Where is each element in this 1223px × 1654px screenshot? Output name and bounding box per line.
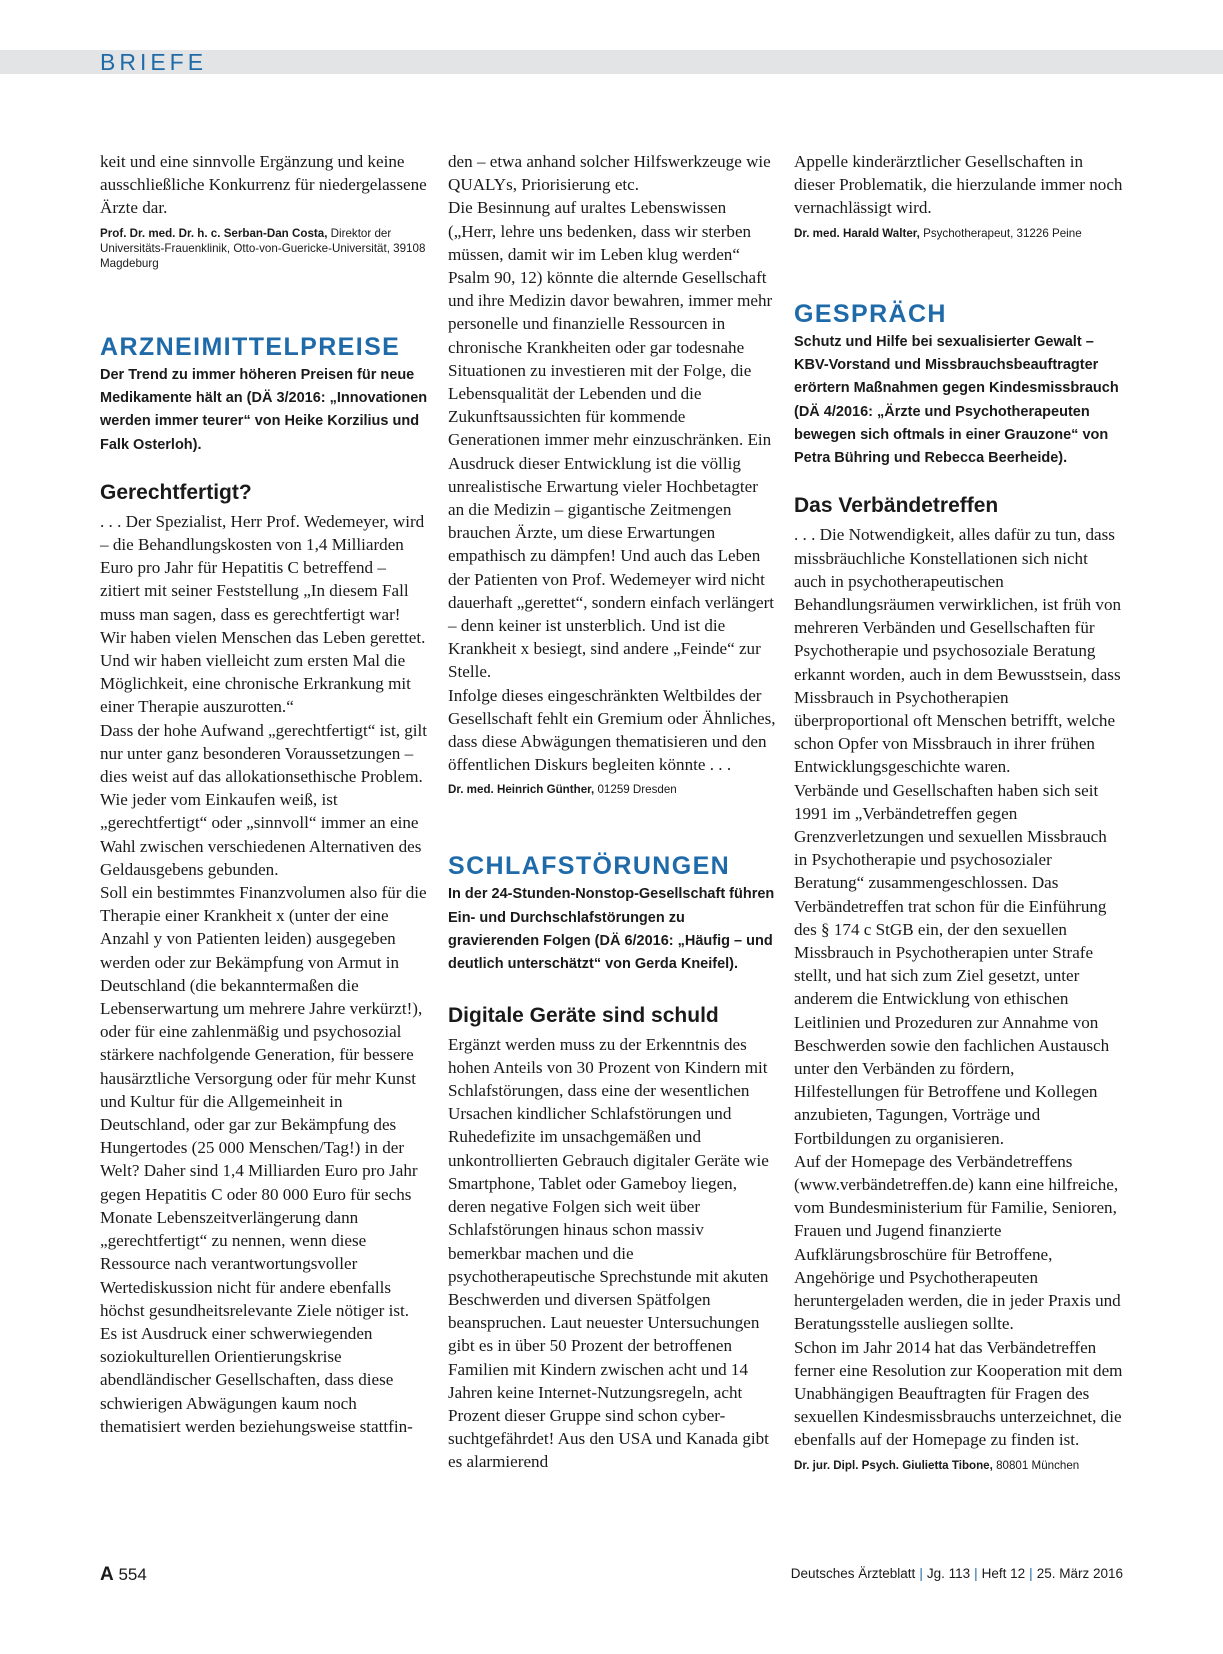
signature-detail: 80801 München <box>992 1458 1080 1472</box>
journal-name: Deutsches Ärzteblatt <box>790 1566 916 1581</box>
topic-heading: SCHLAFSTÖRUNGEN <box>448 852 731 881</box>
paragraph: . . . Der Spezialist, Herr Prof. Wedemeyer, wird – die Behandlungskosten von 1,4 Milliarden Euro pro Jahr für Hepatitis C betreffend – zitiert mit seiner Feststellung „In diesem Fall muss man sagen, dass es gerechtfertigt war! Wir haben vielen Menschen das Leben gerettet. Und wir haben vielleicht zum ersten Mal die Möglichkeit, eine chronische Erkrankung mit einer Therapie auszurotten.“ <box>100 511 426 717</box>
letter-continuation-text: Appelle kinderärztlicher Gesellschaften in dieser Problematik, die hierzulande immer noch vernachlässigt wird. <box>794 152 1123 218</box>
page-number-value: 554 <box>118 1565 147 1584</box>
column-1 <box>100 150 430 1438</box>
topic-heading: GESPRÄCH <box>794 299 947 328</box>
signature-name: Dr. jur. Dipl. Psych. Giulietta Tibone, <box>794 1458 993 1472</box>
section-label: BRIEFE <box>100 49 208 75</box>
signature-name: Dr. med. Heinrich Günther, <box>448 783 595 797</box>
separator: | <box>919 1566 923 1581</box>
signature-name: Dr. med. Harald Walter, <box>794 226 920 240</box>
page-prefix: A <box>100 1564 114 1585</box>
signature-detail: 01259 Dresden <box>594 783 677 797</box>
paragraph: Soll ein bestimmtes Finanzvolumen also für die Therapie einer Krankheit x (unter der eine Anzahl y von Patienten leiden) ausgegeben werden oder zur Bekämpfung von Armut in Deutschland (die bekanntermaßen die Lebenserwartung um mehrere Jahre verkürzt!), oder für eine zahlenmäßig und psychosozial stärkere nachfolgende Generation, für bessere hausärztliche Versorgung oder für mehr Kunst und Kultur für die Allgemeinheit in Deutschland, oder gar zur Bekämpfung des Hungertodes (25 000 Menschen/Tag!) in der Welt? Daher sind 1,4 Milliarden Euro pro Jahr gegen Hepatitis C oder 80 000 Euro für sechs Monate Lebenszeitverlängerung dann „gerechtfertigt“ zu nennen, wenn diese Ressource nach verantwortungsvoller Wertediskussion nicht für andere ebenfalls höchst gesundheitsrelevante Ziele nötiger ist. <box>100 883 427 1320</box>
paragraph: Ergänzt werden muss zu der Erkenntnis des hohen Anteils von 30 Prozent von Kindern mit Schlafstörungen, dass eine der wesentlichen Ursachen kindlicher Schlafstörungen und Ruhedefizite im unsachgemäßen und unkontrollierten Gebrauch digitaler Geräte wie Smartphone, Tablet oder Gameboy liegen, deren negative Folgen sich weit über Schlafstörungen hinaus schon massiv bemerkbar machen und die psychotherapeutische Sprechstunde mit akuten Beschwerden und diversen Spätfolgen beanspruchen. Laut neuester Untersuchungen gibt es in über 50 Prozent der betroffenen Familien mit Kindern zwischen acht und 14 Jahren keine Internet-Nutzungsregeln, acht Prozent dieser Gruppe sind schon cyber-suchtgefährdet! Aus den USA und Kanada gibt es alarmierend <box>448 1034 769 1472</box>
separator: | <box>1029 1566 1033 1581</box>
paragraph: Verbände und Gesellschaften haben sich seit 1991 im „Verbändetreffen gegen Grenzverletzungen und sexuellen Missbrauch in Psychotherapie und psychosozialer Beratung“ zusammengeschlossen. Das Verbändetreffen trat schon für die Einführung des § 174 c StGB ein, der den sexuellen Missbrauch in Psychotherapien unter Strafe stellt, und hat sich zum Ziel gesetzt, unter anderem die Entwicklung von ethischen Leitlinien und Prozeduren zur Annahme von Beschwerden sowie den fachlichen Austausch unter den Verbänden zu fördern, Hilfestellungen für Betroffene und Kollegen anzubieten, Tagungen, Vorträge und Fortbildungen zu organisieren. <box>794 780 1110 1148</box>
article-reference: Der Trend zu immer höheren Preisen für neue Medikamente hält an (DÄ 3/2016: „Innovationen werden immer teurer“ von Heike Korzilius und Falk Osterloh). <box>100 366 428 453</box>
paragraph: . . . Die Notwendigkeit, alles dafür zu tun, dass missbräuchliche Konstellationen sich nicht auch in psychotherapeutischen Behandlungsräumen verwirklichen, ist früh von mehreren Verbänden und Gesellschaften für Psychotherapie und psychosoziale Beratung erkannt worden, auch in dem Bewusstsein, dass Missbrauch in Psychotherapien überproportional oft Menschen betrifft, welche schon Opfer von Missbrauch in ihrer frühen Entwicklungsgeschichte waren. <box>794 525 1122 777</box>
signature-name: Prof. Dr. med. Dr. h. c. Serban-Dan Costa, <box>100 226 328 240</box>
letter-title: Das Verbändetreffen <box>794 494 999 518</box>
topic-heading: ARZNEIMITTELPREISE <box>100 332 401 361</box>
journal-volume: Jg. 113 <box>926 1566 971 1581</box>
journal-info <box>791 1566 1123 1581</box>
paragraph: Die Besinnung auf uraltes Lebenswissen („Herr, lehre uns bedenken, dass wir sterben müssen, damit wir im Leben klug werden“ Psalm 90, 12) könnte die alternde Gesellschaft und ihre Medizin davor bewahren, immer mehr personelle und finanzielle Ressourcen in chronische Krankheiten oder gar todesnahe Situationen zu investieren mit der Folge, die Lebensqualität der Lebenden und die Zukunftsaussichten für kommende Generationen immer mehr einzuschränken. Ein Ausdruck dieser Entwicklung ist die völlig unrealistische Erwartung vieler Hochbetagter an die Medizin – gigantische Zeitmengen brauchen Ärzte, um diese Erwartungen empathisch zu dämpfen! Und auch das Leben der Patienten von Prof. Wedemeyer wird nicht dauerhaft „gerettet“, sondern einfach verlängert – denn keiner ist unsterblich. Und ist die Krankheit x besiegt, sind andere „Feinde“ zur Stelle. <box>448 198 775 682</box>
letter-title: Digitale Geräte sind schuld <box>448 1003 719 1027</box>
article-reference: Schutz und Hilfe bei sexualisierter Gewalt – KBV-Vorstand und Missbrauchsbeauftragter erörtern Maßnahmen gegen Kindesmissbrauch (DÄ 4/2016: „Ärzte und Psychotherapeuten bewegen sich oftmals in einer Grauzone“ von Petra Bühring und Rebecca Beerheide). <box>794 333 1119 467</box>
letter-continuation-text: keit und eine sinnvolle Ergänzung und keine ausschließliche Konkurrenz für niedergelassene Ärzte dar. <box>100 152 427 218</box>
paragraph: den – etwa anhand solcher Hilfswerkzeuge wie QUALYs, Priorisierung etc. <box>448 152 771 195</box>
separator: | <box>974 1566 978 1581</box>
signature <box>794 1458 1124 1473</box>
paragraph: Dass der hohe Aufwand „gerechtfertigt“ ist, gilt nur unter ganz besonderen Voraussetzungen – dies weist auf das allokationsethische Problem. Wie jeder vom Einkaufen weiß, ist „gerechtfertigt“ oder „sinnvoll“ immer an eine Wahl zwischen verschiedenen Alternativen des Geldausgebens gebunden. <box>100 720 428 879</box>
signature-detail: Direktor der Universitäts-Frauenklinik, Otto-von-Guericke-Universität, 39108 Magdeburg <box>100 226 426 270</box>
column-3 <box>794 150 1124 1473</box>
column-2 <box>448 150 778 1474</box>
signature-detail: Psychotherapeut, 31226 Peine <box>919 226 1082 240</box>
journal-date: 25. März 2016 <box>1036 1566 1123 1581</box>
journal-issue: Heft 12 <box>981 1566 1026 1581</box>
paragraph: Schon im Jahr 2014 hat das Verbändetreffen ferner eine Resolution zur Kooperation mit dem Unabhängigen Beauftragten für Fragen des sexuellen Kindesmissbrauchs unterzeichnet, die ebenfalls auf der Homepage zu finden ist. <box>794 1337 1123 1450</box>
article-reference: In der 24-Stunden-Nonstop-Gesellschaft führen Ein- und Durchschlafstörungen zu gravierenden Folgen (DÄ 6/2016: „Häufig – und deutlich unterschätzt“ von Gerda Kneifel). <box>448 886 775 973</box>
signature <box>448 782 778 797</box>
paragraph: Infolge dieses eingeschränkten Weltbildes der Gesellschaft fehlt ein Gremium oder Ähnliches, dass diese Abwägungen thematisieren und den öffentlichen Diskurs begleiten könnte . . . <box>448 685 776 775</box>
letter-title: Gerechtfertigt? <box>100 480 252 504</box>
paragraph: Auf der Homepage des Verbändetreffens (www.verbändetreffen.de) kann eine hilfreiche, vom Bundesministerium für Familie, Senioren, Frauen und Jugend finanzierte Aufklärungsbroschüre für Betroffene, Angehörige und Psychotherapeuten heruntergeladen werden, die in jeder Praxis und Beratungsstelle ausliegen sollte. <box>794 1151 1121 1334</box>
signature <box>794 226 1124 241</box>
paragraph: Es ist Ausdruck einer schwerwiegenden soziokulturellen Orientierungskrise abendländischer Gesellschaften, dass diese schwierigen Abwägungen kaum noch thematisiert werden beziehungsweise stattfin- <box>100 1323 413 1436</box>
signature <box>100 226 430 271</box>
page-number <box>100 1564 147 1586</box>
